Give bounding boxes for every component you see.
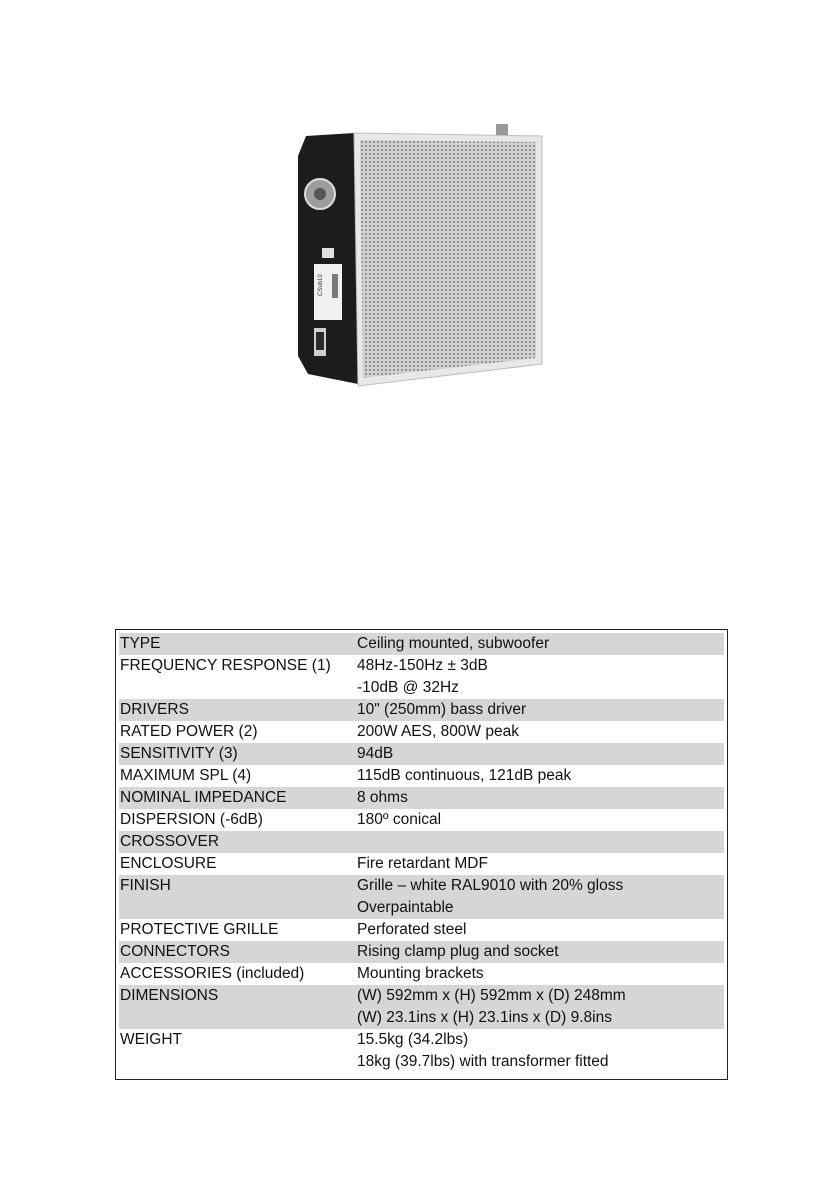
spec-value-line: 10" (250mm) bass driver [357, 701, 527, 718]
spec-row [119, 699, 724, 721]
spec-label: DISPERSION (-6dB) [120, 811, 263, 828]
spec-row [119, 941, 724, 963]
spec-value-line: Mounting brackets [357, 965, 484, 982]
spec-row [119, 963, 724, 985]
spec-value [355, 633, 724, 655]
spec-row [119, 787, 724, 809]
spec-value-line: 15.5kg (34.2lbs) [357, 1031, 469, 1048]
spec-value-line: Fire retardant MDF [357, 855, 488, 872]
spec-label: DIMENSIONS [120, 987, 219, 1004]
spec-value-line: Grille – white RAL9010 with 20% gloss [357, 877, 624, 894]
spec-value-line: 8 ohms [357, 789, 408, 806]
spec-value-line: Rising clamp plug and socket [357, 943, 559, 960]
spec-value-line: Overpaintable [357, 899, 454, 916]
spec-row [119, 831, 724, 853]
spec-label: CONNECTORS [120, 943, 230, 960]
spec-label: MAXIMUM SPL (4) [120, 767, 252, 784]
spec-value [355, 831, 724, 853]
spec-label: NOMINAL IMPEDANCE [120, 789, 287, 806]
spec-row [119, 853, 724, 875]
spec-value [355, 721, 724, 743]
product-label-text: CSub10 [318, 274, 324, 296]
spec-value [355, 787, 724, 809]
spec-value [355, 809, 724, 831]
spec-value [355, 919, 724, 941]
spec-label: PROTECTIVE GRILLE [120, 921, 279, 938]
spec-value-line: 18kg (39.7lbs) with transformer fitted [357, 1053, 609, 1070]
spec-label: SENSITIVITY (3) [120, 745, 238, 762]
spec-value-line: 180º conical [357, 811, 442, 828]
spec-label: CROSSOVER [120, 833, 220, 850]
spec-value [355, 941, 724, 963]
spec-row [119, 633, 724, 655]
spec-row [119, 765, 724, 787]
spec-value-line [357, 831, 724, 853]
spec-value [355, 743, 724, 765]
spec-value-line: 200W AES, 800W peak [357, 723, 519, 740]
spec-value-line: (W) 592mm x (H) 592mm x (D) 248mm [357, 987, 626, 1004]
spec-row [119, 875, 724, 919]
spec-value-line: Ceiling mounted, subwoofer [357, 635, 550, 652]
spec-label: WEIGHT [120, 1031, 182, 1048]
spec-row [119, 743, 724, 765]
spec-label: ENCLOSURE [120, 855, 217, 872]
spec-row [119, 721, 724, 743]
spec-row [119, 809, 724, 831]
spec-label: TYPE [120, 635, 161, 652]
ceiling-subwoofer-image [296, 124, 546, 396]
spec-row [119, 1029, 724, 1073]
spec-value [355, 1029, 724, 1073]
spec-value [355, 985, 724, 1029]
spec-value-line: (W) 23.1ins x (H) 23.1ins x (D) 9.8ins [357, 1009, 612, 1026]
spec-value [355, 853, 724, 875]
spec-value-line: -10dB @ 32Hz [357, 679, 459, 696]
spec-label: FREQUENCY RESPONSE (1) [120, 657, 331, 674]
spec-row [119, 655, 724, 699]
spec-value [355, 655, 724, 699]
spec-value [355, 699, 724, 721]
spec-value-line: 115dB continuous, 121dB peak [357, 767, 572, 784]
specification-table [115, 629, 728, 1080]
spec-value-line: 48Hz-150Hz ± 3dB [357, 657, 488, 674]
spec-row [119, 985, 724, 1029]
spec-label: ACCESSORIES (included) [120, 965, 305, 982]
spec-label: FINISH [120, 877, 171, 894]
product-image [296, 124, 546, 396]
spec-value-line: 94dB [357, 745, 394, 762]
spec-value [355, 765, 724, 787]
spec-value [355, 875, 724, 919]
spec-label: RATED POWER (2) [120, 723, 258, 740]
spec-row [119, 919, 724, 941]
spec-value-line: Perforated steel [357, 921, 467, 938]
spec-value [355, 963, 724, 985]
spec-label: DRIVERS [120, 701, 189, 718]
